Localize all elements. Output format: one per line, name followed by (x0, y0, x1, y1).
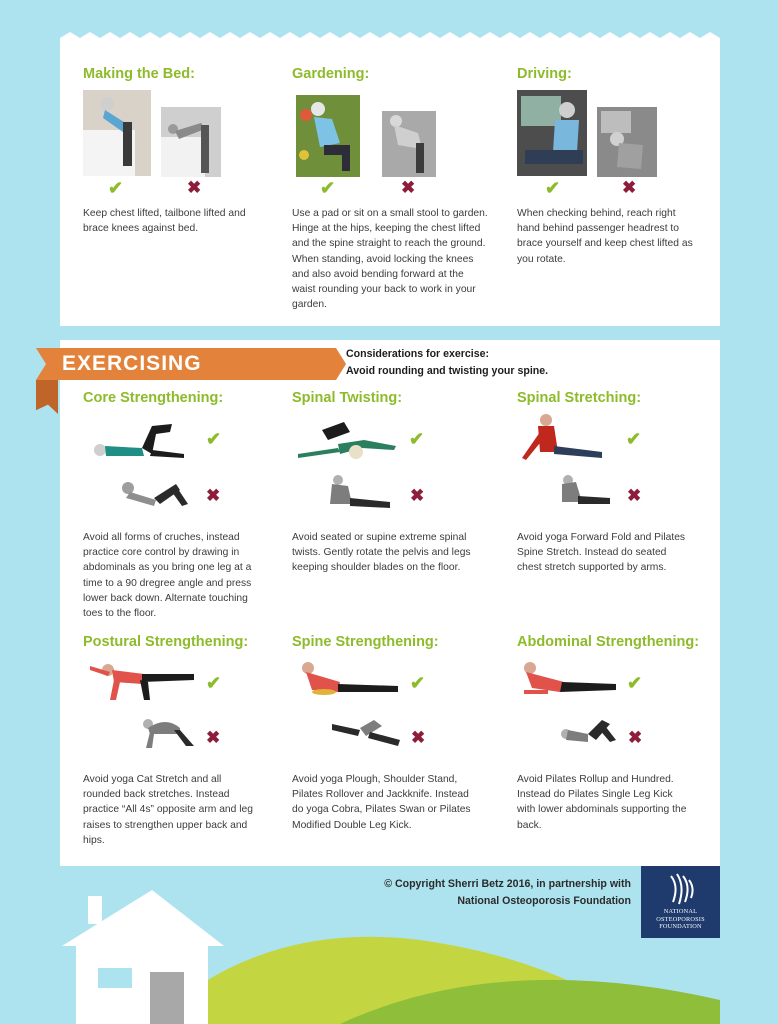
spinal-stretching-heading: Spinal Stretching: (517, 390, 642, 406)
considerations-title: Considerations for exercise: (346, 348, 490, 360)
spine-strengthening-incorrect-figure (330, 714, 404, 750)
nof-logo-text (641, 908, 720, 931)
woman-gardening-incorrect-photo (382, 111, 436, 177)
driving-check-icon: ✔ (545, 178, 561, 198)
spine-strengthening-check-icon: ✔ (410, 673, 426, 693)
driving-cross-icon: ✖ (622, 178, 637, 197)
postural-strengthening-heading: Postural Strengthening: (83, 634, 249, 650)
spine-strengthening-correct-figure (298, 662, 402, 698)
spinal-stretching-check-icon: ✔ (626, 429, 642, 449)
making-bed-heading: Making the Bed: (83, 66, 195, 82)
abdominal-strengthening-check-icon: ✔ (627, 673, 643, 693)
driving-heading: Driving: (517, 66, 572, 82)
nof-emblem-icon (665, 872, 697, 906)
core-strengthening-heading: Core Strengthening: (83, 390, 224, 406)
exercise-considerations (346, 346, 548, 380)
postural-strengthening-cross-icon: ✖ (206, 728, 221, 747)
gardening-check-icon: ✔ (320, 178, 336, 198)
making-bed-section (83, 66, 195, 82)
gardening-heading: Gardening: (292, 66, 370, 82)
abdominal-strengthening-incorrect-figure (558, 716, 620, 748)
copyright-notice (384, 876, 631, 910)
spinal-stretching-cross-icon: ✖ (627, 486, 642, 505)
considerations-text: Avoid rounding and twisting your spine. (346, 365, 549, 377)
gardening-cross-icon: ✖ (401, 178, 416, 197)
postural-strengthening-correct-figure (88, 660, 200, 704)
postural-strengthening-check-icon: ✔ (206, 673, 222, 693)
woman-making-bed-incorrect-photo (161, 107, 221, 177)
national-osteoporosis-foundation-logo (641, 866, 720, 938)
woman-making-bed-correct-photo (83, 90, 151, 176)
postural-strengthening-text: Avoid yoga Cat Stretch and all rounded back stretches. Instead practice “All 4s” opposite arm and leg raises to strengthen upper back and hips. (83, 774, 253, 846)
spinal-twisting-text: Avoid seated or supine extreme spinal twists. Gently rotate the pelvis and legs keeping shoulder blades on the floor. (292, 532, 471, 574)
abdominal-strengthening-cross-icon: ✖ (628, 728, 643, 747)
postural-strengthening-incorrect-figure (140, 716, 196, 752)
spinal-twisting-heading: Spinal Twisting: (292, 390, 403, 406)
spine-strengthening-text: Avoid yoga Plough, Shoulder Stand, Pilates Rollover and Jackknife. Instead do yoga Cobra, Pilates Swan or Pilates Modified Double Leg Kick. (292, 774, 471, 831)
spine-strengthening-cross-icon: ✖ (411, 728, 426, 747)
core-strengthening-check-icon: ✔ (206, 429, 222, 449)
nof-logo-line-3: FOUNDATION (659, 923, 702, 930)
core-strengthening-cross-icon: ✖ (206, 486, 221, 505)
driving-text: When checking behind, reach right hand behind passenger headrest to brace yourself and keep chest lifted as you rotate. (517, 208, 693, 265)
spinal-twisting-incorrect-figure (324, 474, 398, 512)
copyright-line-2: National Osteoporosis Foundation (457, 895, 631, 907)
spinal-twisting-correct-figure (298, 420, 398, 462)
exercising-banner-text: EXERCISING (62, 352, 202, 375)
copyright-line-1: © Copyright Sherri Betz 2016, in partnership with (384, 878, 631, 890)
making-bed-cross-icon: ✖ (187, 178, 202, 197)
making-bed-text: Keep chest lifted, tailbone lifted and brace knees against bed. (83, 208, 246, 235)
spinal-stretching-correct-figure (518, 412, 614, 466)
abdominal-strengthening-text: Avoid Pilates Rollup and Hundred. Instead do Pilates Single Leg Kick with lower abdominals supporting the back. (517, 774, 687, 831)
abdominal-strengthening-heading: Abdominal Strengthening: (517, 634, 700, 650)
spine-strengthening-heading: Spine Strengthening: (292, 634, 439, 650)
spinal-stretching-text: Avoid yoga Forward Fold and Pilates Spine Stretch. Instead do seated chest stretch supported by arms. (517, 532, 686, 574)
nof-logo-line-1: NATIONAL (663, 908, 698, 915)
making-bed-check-icon: ✔ (108, 178, 124, 198)
abdominal-strengthening-correct-figure (520, 660, 622, 700)
zigzag-paper-edge (60, 32, 720, 52)
woman-gardening-correct-photo (296, 95, 360, 177)
core-strengthening-incorrect-figure (120, 478, 196, 508)
core-strengthening-text: Avoid all forms of cruches, instead practice core control by drawing in abdominals as you bring one leg at a time to a 90 dregree angle and press lower back down. Alternate touching toes to the floor. (83, 532, 252, 620)
gardening-text: Use a pad or sit on a small stool to garden. Hinge at the hips, keeping the chest lifted and the spine straight to reach the ground. When standing, avoid locking the knees and also avoid bending forward at the waist rounding your back to work in your garden. (292, 208, 488, 311)
core-strengthening-correct-figure (92, 420, 196, 460)
spinal-stretching-incorrect-figure (558, 474, 612, 508)
nof-logo-line-2: OSTEOPOROSIS (656, 915, 705, 923)
spinal-twisting-check-icon: ✔ (409, 429, 425, 449)
woman-driving-incorrect-photo (597, 107, 657, 177)
spinal-twisting-cross-icon: ✖ (410, 486, 425, 505)
woman-driving-correct-photo (517, 90, 587, 176)
